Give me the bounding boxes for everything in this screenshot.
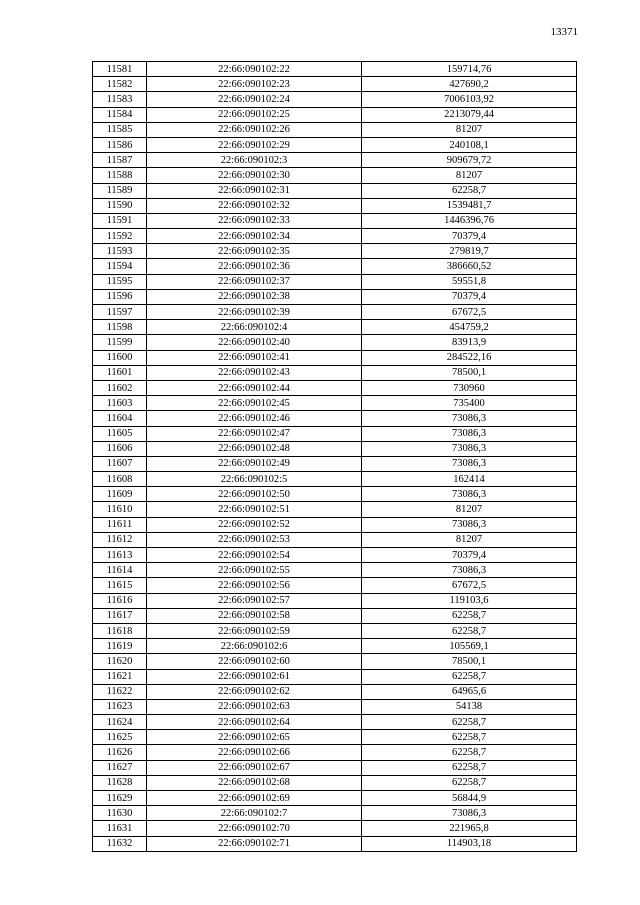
row-number-cell: 11600 <box>93 350 147 365</box>
table-row <box>93 472 577 487</box>
cadastral-number-cell: 22:66:090102:55 <box>147 563 362 578</box>
table-row <box>93 791 577 806</box>
row-number-cell: 11622 <box>93 684 147 699</box>
row-number-cell: 11605 <box>93 426 147 441</box>
cadastral-value-cell: 81207 <box>362 532 577 547</box>
cadastral-value-cell: 735400 <box>362 396 577 411</box>
cadastral-number-cell: 22:66:090102:24 <box>147 92 362 107</box>
cadastral-value-cell: 62258,7 <box>362 775 577 790</box>
row-number-cell: 11618 <box>93 623 147 638</box>
cadastral-number-cell: 22:66:090102:35 <box>147 244 362 259</box>
cadastral-value-cell: 81207 <box>362 502 577 517</box>
row-number-cell: 11615 <box>93 578 147 593</box>
cadastral-value-cell: 81207 <box>362 168 577 183</box>
cadastral-value-cell: 730960 <box>362 380 577 395</box>
row-number-cell: 11586 <box>93 137 147 152</box>
row-number-cell: 11598 <box>93 320 147 335</box>
cadastral-number-cell: 22:66:090102:25 <box>147 107 362 122</box>
cadastral-number-cell: 22:66:090102:48 <box>147 441 362 456</box>
table-row <box>93 305 577 320</box>
table-row <box>93 229 577 244</box>
table-row <box>93 92 577 107</box>
cadastral-value-table <box>92 61 577 852</box>
cadastral-number-cell: 22:66:090102:7 <box>147 806 362 821</box>
row-number-cell: 11594 <box>93 259 147 274</box>
row-number-cell: 11632 <box>93 836 147 851</box>
table-row <box>93 563 577 578</box>
table-row <box>93 806 577 821</box>
cadastral-number-cell: 22:66:090102:66 <box>147 745 362 760</box>
row-number-cell: 11609 <box>93 487 147 502</box>
table-row <box>93 821 577 836</box>
table-row <box>93 715 577 730</box>
row-number-cell: 11614 <box>93 563 147 578</box>
table-row <box>93 623 577 638</box>
row-number-cell: 11610 <box>93 502 147 517</box>
cadastral-value-cell: 7006103,92 <box>362 92 577 107</box>
cadastral-value-cell: 73086,3 <box>362 441 577 456</box>
table-row <box>93 745 577 760</box>
table-row <box>93 836 577 851</box>
table-row <box>93 487 577 502</box>
row-number-cell: 11629 <box>93 791 147 806</box>
cadastral-number-cell: 22:66:090102:32 <box>147 198 362 213</box>
cadastral-value-cell: 105569,1 <box>362 639 577 654</box>
table-body <box>93 62 577 852</box>
table-row <box>93 153 577 168</box>
table-row <box>93 107 577 122</box>
cadastral-value-cell: 78500,1 <box>362 365 577 380</box>
cadastral-number-cell: 22:66:090102:30 <box>147 168 362 183</box>
row-number-cell: 11601 <box>93 365 147 380</box>
table-row <box>93 441 577 456</box>
cadastral-value-cell: 73086,3 <box>362 456 577 471</box>
table-row <box>93 213 577 228</box>
cadastral-number-cell: 22:66:090102:26 <box>147 122 362 137</box>
row-number-cell: 11606 <box>93 441 147 456</box>
cadastral-value-cell: 67672,5 <box>362 578 577 593</box>
cadastral-number-cell: 22:66:090102:3 <box>147 153 362 168</box>
cadastral-value-cell: 54138 <box>362 699 577 714</box>
table-row <box>93 639 577 654</box>
cadastral-number-cell: 22:66:090102:47 <box>147 426 362 441</box>
table-row <box>93 593 577 608</box>
row-number-cell: 11590 <box>93 198 147 213</box>
cadastral-number-cell: 22:66:090102:46 <box>147 411 362 426</box>
cadastral-value-cell: 909679,72 <box>362 153 577 168</box>
table-row <box>93 122 577 137</box>
row-number-cell: 11631 <box>93 821 147 836</box>
table-row <box>93 684 577 699</box>
table-row <box>93 244 577 259</box>
cadastral-number-cell: 22:66:090102:58 <box>147 608 362 623</box>
table-row <box>93 274 577 289</box>
cadastral-value-cell: 70379,4 <box>362 229 577 244</box>
cadastral-number-cell: 22:66:090102:59 <box>147 623 362 638</box>
row-number-cell: 11582 <box>93 77 147 92</box>
cadastral-value-cell: 70379,4 <box>362 548 577 563</box>
cadastral-number-cell: 22:66:090102:38 <box>147 289 362 304</box>
row-number-cell: 11593 <box>93 244 147 259</box>
cadastral-value-cell: 62258,7 <box>362 623 577 638</box>
cadastral-value-cell: 2213079,44 <box>362 107 577 122</box>
row-number-cell: 11584 <box>93 107 147 122</box>
cadastral-value-cell: 62258,7 <box>362 183 577 198</box>
cadastral-value-cell: 114903,18 <box>362 836 577 851</box>
cadastral-value-cell: 1539481,7 <box>362 198 577 213</box>
cadastral-number-cell: 22:66:090102:56 <box>147 578 362 593</box>
cadastral-value-cell: 427690,2 <box>362 77 577 92</box>
cadastral-value-cell: 221965,8 <box>362 821 577 836</box>
table-row <box>93 517 577 532</box>
cadastral-value-cell: 62258,7 <box>362 715 577 730</box>
cadastral-number-cell: 22:66:090102:33 <box>147 213 362 228</box>
cadastral-number-cell: 22:66:090102:53 <box>147 532 362 547</box>
cadastral-value-cell: 73086,3 <box>362 806 577 821</box>
table-row <box>93 730 577 745</box>
row-number-cell: 11591 <box>93 213 147 228</box>
cadastral-value-cell: 162414 <box>362 472 577 487</box>
cadastral-value-cell: 67672,5 <box>362 305 577 320</box>
cadastral-value-cell: 159714,76 <box>362 62 577 77</box>
table-row <box>93 502 577 517</box>
table-row <box>93 77 577 92</box>
table-row <box>93 699 577 714</box>
table-row <box>93 198 577 213</box>
row-number-cell: 11607 <box>93 456 147 471</box>
row-number-cell: 11583 <box>93 92 147 107</box>
cadastral-number-cell: 22:66:090102:49 <box>147 456 362 471</box>
table-row <box>93 289 577 304</box>
cadastral-number-cell: 22:66:090102:40 <box>147 335 362 350</box>
cadastral-number-cell: 22:66:090102:50 <box>147 487 362 502</box>
cadastral-value-cell: 119103,6 <box>362 593 577 608</box>
cadastral-number-cell: 22:66:090102:37 <box>147 274 362 289</box>
row-number-cell: 11597 <box>93 305 147 320</box>
table-row <box>93 62 577 77</box>
table-row <box>93 320 577 335</box>
cadastral-number-cell: 22:66:090102:44 <box>147 380 362 395</box>
cadastral-number-cell: 22:66:090102:54 <box>147 548 362 563</box>
cadastral-number-cell: 22:66:090102:34 <box>147 229 362 244</box>
cadastral-number-cell: 22:66:090102:69 <box>147 791 362 806</box>
row-number-cell: 11620 <box>93 654 147 669</box>
table-row <box>93 365 577 380</box>
row-number-cell: 11630 <box>93 806 147 821</box>
cadastral-value-cell: 83913,9 <box>362 335 577 350</box>
row-number-cell: 11587 <box>93 153 147 168</box>
cadastral-value-cell: 59551,8 <box>362 274 577 289</box>
table-row <box>93 380 577 395</box>
cadastral-number-cell: 22:66:090102:61 <box>147 669 362 684</box>
cadastral-value-cell: 64965,6 <box>362 684 577 699</box>
table-row <box>93 456 577 471</box>
cadastral-number-cell: 22:66:090102:67 <box>147 760 362 775</box>
table-row <box>93 335 577 350</box>
cadastral-value-cell: 62258,7 <box>362 760 577 775</box>
table-row <box>93 654 577 669</box>
row-number-cell: 11589 <box>93 183 147 198</box>
row-number-cell: 11619 <box>93 639 147 654</box>
table-row <box>93 760 577 775</box>
row-number-cell: 11599 <box>93 335 147 350</box>
cadastral-number-cell: 22:66:090102:57 <box>147 593 362 608</box>
cadastral-number-cell: 22:66:090102:22 <box>147 62 362 77</box>
cadastral-number-cell: 22:66:090102:52 <box>147 517 362 532</box>
table-row <box>93 411 577 426</box>
cadastral-number-cell: 22:66:090102:45 <box>147 396 362 411</box>
cadastral-number-cell: 22:66:090102:29 <box>147 137 362 152</box>
row-number-cell: 11602 <box>93 380 147 395</box>
row-number-cell: 11613 <box>93 548 147 563</box>
cadastral-value-cell: 454759,2 <box>362 320 577 335</box>
table-row <box>93 775 577 790</box>
row-number-cell: 11595 <box>93 274 147 289</box>
cadastral-number-cell: 22:66:090102:70 <box>147 821 362 836</box>
row-number-cell: 11581 <box>93 62 147 77</box>
row-number-cell: 11623 <box>93 699 147 714</box>
row-number-cell: 11616 <box>93 593 147 608</box>
cadastral-value-cell: 62258,7 <box>362 745 577 760</box>
cadastral-value-cell: 62258,7 <box>362 608 577 623</box>
table-row <box>93 350 577 365</box>
row-number-cell: 11625 <box>93 730 147 745</box>
cadastral-value-cell: 81207 <box>362 122 577 137</box>
cadastral-number-cell: 22:66:090102:39 <box>147 305 362 320</box>
cadastral-value-cell: 73086,3 <box>362 487 577 502</box>
cadastral-value-cell: 73086,3 <box>362 517 577 532</box>
cadastral-value-cell: 284522,16 <box>362 350 577 365</box>
cadastral-number-cell: 22:66:090102:43 <box>147 365 362 380</box>
cadastral-value-cell: 73086,3 <box>362 563 577 578</box>
table-row <box>93 548 577 563</box>
table-row <box>93 532 577 547</box>
row-number-cell: 11627 <box>93 760 147 775</box>
table-row <box>93 426 577 441</box>
table-row <box>93 259 577 274</box>
row-number-cell: 11608 <box>93 472 147 487</box>
cadastral-value-cell: 70379,4 <box>362 289 577 304</box>
cadastral-value-cell: 56844,9 <box>362 791 577 806</box>
cadastral-number-cell: 22:66:090102:36 <box>147 259 362 274</box>
row-number-cell: 11585 <box>93 122 147 137</box>
cadastral-number-cell: 22:66:090102:41 <box>147 350 362 365</box>
cadastral-number-cell: 22:66:090102:5 <box>147 472 362 487</box>
row-number-cell: 11626 <box>93 745 147 760</box>
cadastral-number-cell: 22:66:090102:6 <box>147 639 362 654</box>
row-number-cell: 11596 <box>93 289 147 304</box>
cadastral-value-cell: 78500,1 <box>362 654 577 669</box>
row-number-cell: 11604 <box>93 411 147 426</box>
table-row <box>93 396 577 411</box>
row-number-cell: 11611 <box>93 517 147 532</box>
row-number-cell: 11612 <box>93 532 147 547</box>
cadastral-number-cell: 22:66:090102:63 <box>147 699 362 714</box>
cadastral-value-cell: 73086,3 <box>362 426 577 441</box>
table-row <box>93 168 577 183</box>
cadastral-number-cell: 22:66:090102:62 <box>147 684 362 699</box>
table-row <box>93 137 577 152</box>
cadastral-value-cell: 386660,52 <box>362 259 577 274</box>
table-row <box>93 608 577 623</box>
table-row <box>93 183 577 198</box>
row-number-cell: 11621 <box>93 669 147 684</box>
cadastral-number-cell: 22:66:090102:31 <box>147 183 362 198</box>
page-number: 13371 <box>550 26 578 38</box>
cadastral-value-cell: 1446396,76 <box>362 213 577 228</box>
cadastral-value-cell: 240108,1 <box>362 137 577 152</box>
row-number-cell: 11588 <box>93 168 147 183</box>
cadastral-value-cell: 62258,7 <box>362 669 577 684</box>
cadastral-number-cell: 22:66:090102:23 <box>147 77 362 92</box>
cadastral-value-cell: 73086,3 <box>362 411 577 426</box>
cadastral-number-cell: 22:66:090102:68 <box>147 775 362 790</box>
table-row <box>93 578 577 593</box>
cadastral-number-cell: 22:66:090102:64 <box>147 715 362 730</box>
cadastral-number-cell: 22:66:090102:51 <box>147 502 362 517</box>
cadastral-value-cell: 279819,7 <box>362 244 577 259</box>
row-number-cell: 11628 <box>93 775 147 790</box>
row-number-cell: 11603 <box>93 396 147 411</box>
table-row <box>93 669 577 684</box>
cadastral-number-cell: 22:66:090102:71 <box>147 836 362 851</box>
cadastral-number-cell: 22:66:090102:4 <box>147 320 362 335</box>
cadastral-number-cell: 22:66:090102:60 <box>147 654 362 669</box>
cadastral-value-cell: 62258,7 <box>362 730 577 745</box>
row-number-cell: 11624 <box>93 715 147 730</box>
cadastral-number-cell: 22:66:090102:65 <box>147 730 362 745</box>
row-number-cell: 11592 <box>93 229 147 244</box>
row-number-cell: 11617 <box>93 608 147 623</box>
